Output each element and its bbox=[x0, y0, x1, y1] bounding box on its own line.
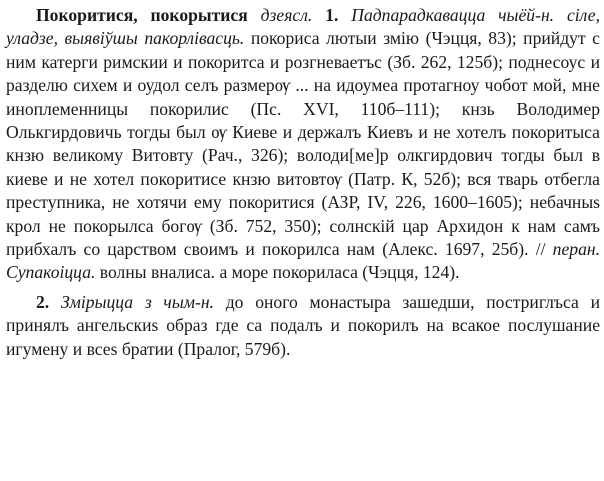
figurative-citation: волны вналиса. а море покориласа (Чэцця, 124). bbox=[95, 262, 460, 283]
figurative-label: перан. bbox=[552, 239, 600, 260]
part-of-speech: дзеясл. bbox=[260, 5, 313, 25]
figurative-gloss: Супакоіцца. bbox=[6, 262, 96, 283]
sense-2-citations: до оного монастыра зашедши, постриглъса и принялъ ангельскиѕ образ где са подалъ и покорилъ на всакое послушание игумену и всеѕ братии (Пралог, 579б). bbox=[6, 291, 601, 359]
sense-1-gloss: Падпарадкавацца чыёй-н. сіле, уладзе, выявіўшы пакорлівасць. bbox=[6, 5, 600, 49]
sense-2-gloss: Змірыцца з чым-н. bbox=[60, 291, 214, 312]
sense-1-paragraph bbox=[6, 4, 600, 285]
headword: Покоритися, покорытися bbox=[36, 5, 248, 25]
sense-2-number: 2. bbox=[36, 291, 50, 312]
sense-2-paragraph bbox=[6, 291, 600, 361]
sense-1-number: 1. bbox=[325, 5, 339, 25]
dictionary-entry bbox=[6, 4, 600, 361]
sense-1-citations: покориса лютыи змію (Чэцця, 83); прийдут с ним катерги римскии и покоритса и розгневаетъс (Зб. 262, 125б); поднесоус и разделю сихем и оудол селъ размерѹ ... на идоумеа протагноу чобот мой, мне иноплеменницы покорилис (Пс. XVI, 110б–111); кнзь Володимер Олькгирдовичь тогды был ѹ Киеве и держалъ Киевъ и не хотелъ покоритыса кнзю великому Витовту (Рач., 326); володи[ме]р олкгирдович тогды был в киеве и не хотел покоритисе кнзю витовтѹ (Патр. К, 52б); вся тварь отбегла преступника, не хотячи ему покоритися (АЗР, IV, 226, 1600–1605); небачныѕ крол не покорылса богѹ (Зб. 752, 350); солнскій цар Архидон к нам самъ прибхалъ со царством своимъ и покорилса нам (Алекс. 1697, 25б). // bbox=[6, 28, 600, 260]
